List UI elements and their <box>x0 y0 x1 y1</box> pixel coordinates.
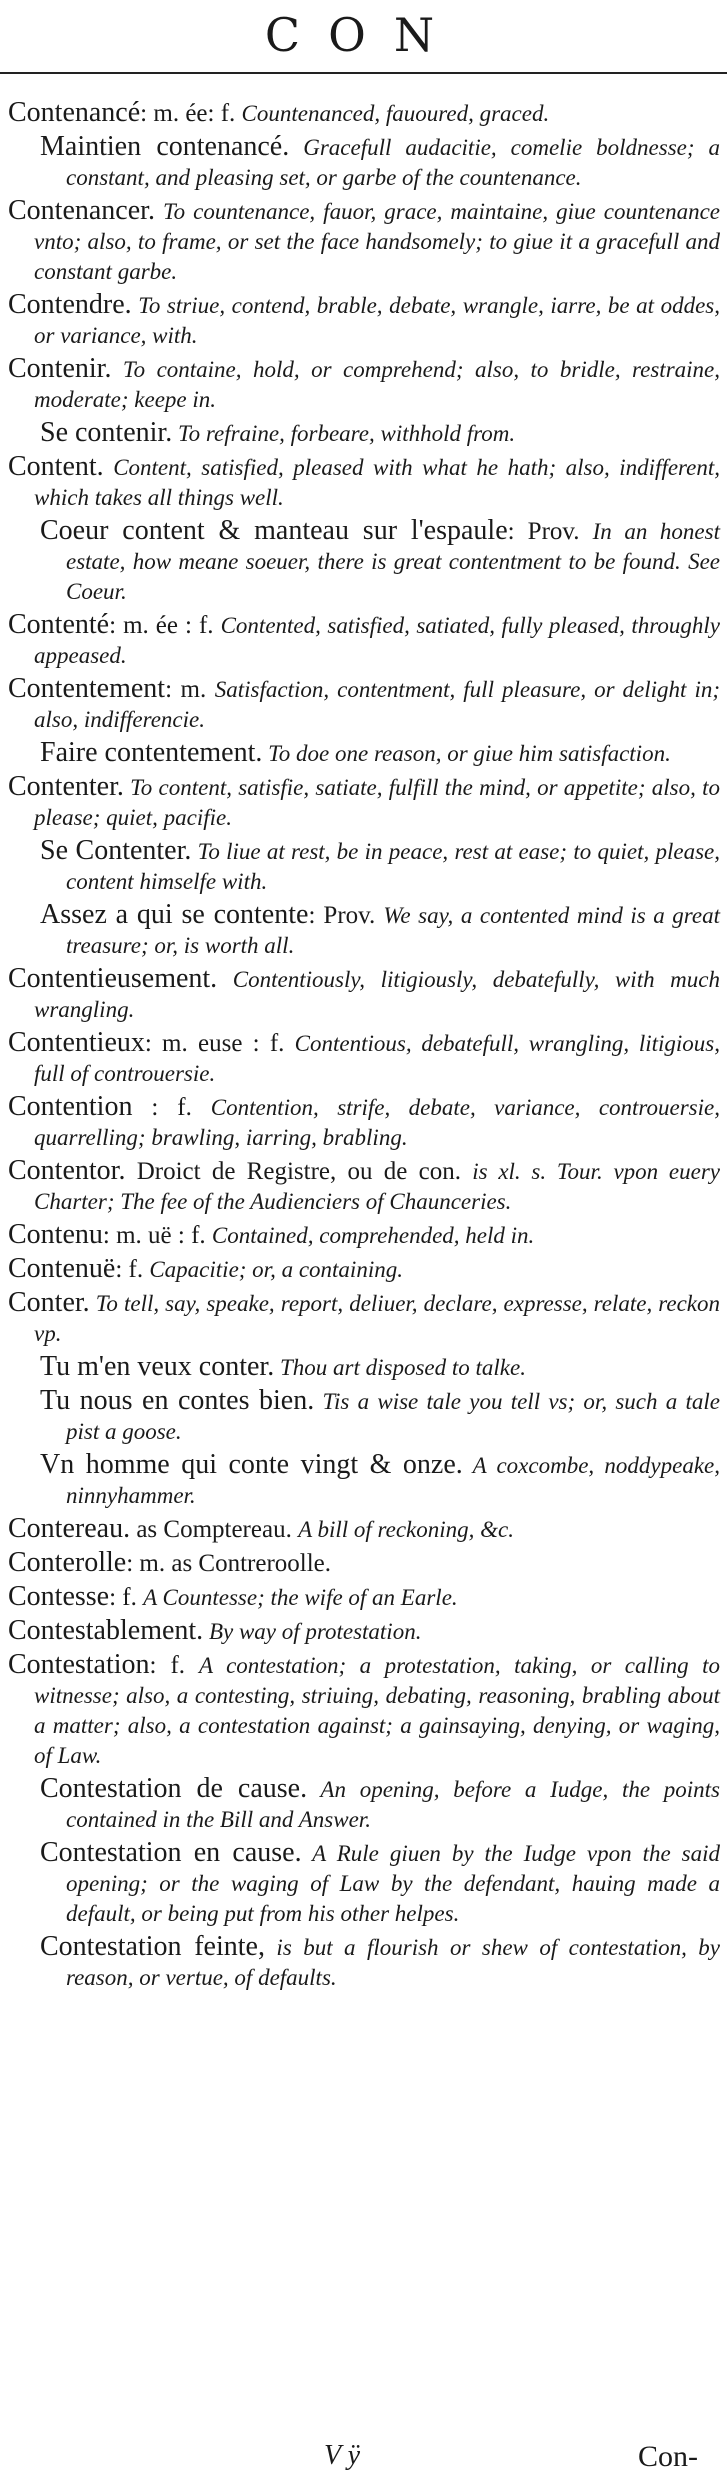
dictionary-entry <box>8 354 720 415</box>
dictionary-entry <box>8 1616 720 1647</box>
headword: Contenu <box>8 1219 103 1250</box>
dictionary-entry <box>40 1774 720 1835</box>
grammar-note: : m. ée : f. <box>109 612 221 639</box>
grammar-note: : m. as Contreroolle. <box>126 1550 332 1577</box>
header-rule <box>0 72 727 74</box>
english-definition: Content, satisfied, pleased with what he hath; also, indifferent, which takes all things well. <box>34 455 720 510</box>
english-definition: Contented, satisfied, satiated, fully pleased, throughly appeased. <box>34 613 720 668</box>
english-definition: Contentious, debatefull, wrangling, litigious, full of controuersie. <box>34 1031 720 1086</box>
headword: Contestablement. <box>8 1615 204 1646</box>
dictionary-entry <box>40 516 720 607</box>
grammar-note: : f. <box>149 1652 199 1679</box>
headword: Vn homme qui conte vingt & onze. <box>40 1449 463 1480</box>
english-definition: Tis a wise tale you tell vs; or, such a tale pist a goose. <box>66 1389 720 1444</box>
headword: Tu nous en contes bien. <box>40 1385 315 1416</box>
grammar-note: : m. uë : f. <box>102 1222 212 1249</box>
dictionary-entry <box>40 1838 720 1929</box>
dictionary-entry <box>40 836 720 897</box>
english-definition: A bill of reckoning, &c. <box>298 1517 514 1542</box>
english-definition: In an honest estate, how meane soeuer, there is great contentment to be found. See Coeur. <box>66 519 720 604</box>
dictionary-entry <box>40 900 720 961</box>
headword: Coeur content & manteau sur l'espaule <box>40 515 508 546</box>
english-definition: Capacitie; or, a containing. <box>149 1257 403 1282</box>
dictionary-entry <box>8 964 720 1025</box>
grammar-note: : Prov. <box>507 518 593 545</box>
dictionary-entry <box>8 1650 720 1771</box>
dictionary-entry <box>40 1450 720 1511</box>
headword: Contereau. <box>8 1513 131 1544</box>
page-header: CON <box>264 8 463 62</box>
grammar-note: : m. <box>165 676 215 703</box>
grammar-note: : m. euse : f. <box>144 1030 295 1057</box>
english-definition: To countenance, fauor, grace, maintaine, giue countenance vnto; also, to frame, or set the face handsomely; to giue it a gracefull and constant garbe. <box>34 199 720 284</box>
english-definition: To containe, hold, or comprehend; also, to bridle, restraine, moderate; keepe in. <box>34 357 720 412</box>
headword: Contenuë <box>8 1253 116 1284</box>
grammar-note: : f. <box>115 1256 150 1283</box>
headword: Se contenir. <box>40 417 173 448</box>
grammar-note: as Comptereau. <box>130 1516 299 1543</box>
dictionary-entry <box>8 196 720 287</box>
grammar-note: Droict de Registre, ou de con. <box>125 1158 473 1185</box>
english-definition: Thou art disposed to talke. <box>274 1355 526 1380</box>
dictionary-entry <box>8 1220 720 1251</box>
dictionary-entry <box>8 98 720 129</box>
dictionary-entry <box>40 132 720 193</box>
english-definition: Contained, comprehended, held in. <box>211 1223 535 1248</box>
dictionary-entry <box>8 290 720 351</box>
headword: Contenter. <box>8 771 124 802</box>
english-definition: Contention, strife, debate, variance, controuersie, quarrelling; brawling, iarring, brabling. <box>34 1095 720 1150</box>
dictionary-entry <box>8 1028 720 1089</box>
dictionary-entry <box>8 1092 720 1153</box>
headword: Se Contenter. <box>40 835 192 866</box>
headword: Contendre. <box>8 289 132 320</box>
headword: Contenté <box>8 609 110 640</box>
english-definition: To content, satisfie, satiate, fulfill the mind, or appetite; also, to please; quiet, pacifie. <box>34 775 720 830</box>
dictionary-entry <box>8 1548 720 1579</box>
dictionary-entry <box>8 1582 720 1613</box>
grammar-note: : f. <box>132 1094 211 1121</box>
headword: Assez a qui se contente <box>40 899 309 930</box>
headword: Contestation feinte, <box>40 1931 265 1962</box>
headword: Contesse <box>8 1581 110 1612</box>
headword: Contention <box>8 1091 133 1122</box>
dictionary-entry <box>40 738 720 769</box>
english-definition: Satisfaction, contentment, full pleasure, or delight in; also, indifferencie. <box>34 677 720 732</box>
english-definition: Countenanced, fauoured, graced. <box>241 101 550 126</box>
dictionary-entry <box>8 772 720 833</box>
english-definition: We say, a contented mind is a great treasure; or, is worth all. <box>66 903 721 958</box>
dictionary-entry <box>8 1514 720 1545</box>
headword: Contenancer. <box>8 195 155 226</box>
english-definition: To tell, say, speake, report, deliuer, declare, expresse, relate, reckon vp. <box>34 1291 720 1346</box>
english-definition: To refraine, forbeare, withhold from. <box>172 421 516 446</box>
english-definition: Contentiously, litigiously, debatefully, with much wrangling. <box>34 967 720 1022</box>
entry-list <box>8 98 720 1996</box>
dictionary-entry <box>8 1254 720 1285</box>
english-definition: Gracefull audacitie, comelie boldnesse; a constant, and pleasing set, or garbe of the countenance. <box>66 135 720 190</box>
headword: Contenancé <box>8 97 141 128</box>
dictionary-entry <box>8 452 720 513</box>
dictionary-entry <box>40 1352 720 1383</box>
headword: Faire contentement. <box>40 737 263 768</box>
english-definition: A coxcombe, noddypeake, ninnyhammer. <box>66 1453 720 1508</box>
english-definition: By way of protestation. <box>203 1619 422 1644</box>
dictionary-entry <box>8 610 720 671</box>
headword: Conter. <box>8 1287 90 1318</box>
english-definition: An opening, before a Iudge, the points contained in the Bill and Answer. <box>66 1777 720 1832</box>
dictionary-entry <box>40 1932 720 1993</box>
english-definition: To striue, contend, brable, debate, wrangle, iarre, be at oddes, or variance, with. <box>34 293 720 348</box>
grammar-note: : m. ée: f. <box>140 100 242 127</box>
headword: Tu m'en veux conter. <box>40 1351 275 1382</box>
english-definition: A Countesse; the wife of an Earle. <box>143 1585 458 1610</box>
english-definition: is but a flourish or shew of contestation, by reason, or vertue, of defaults. <box>66 1935 720 1990</box>
headword: Contestation de cause. <box>40 1773 308 1804</box>
english-definition: To doe one reason, or giue him satisfaction. <box>262 741 671 766</box>
grammar-note: : Prov. <box>308 902 384 929</box>
headword: Contestation en cause. <box>40 1837 302 1868</box>
headword: Contentement <box>8 673 166 704</box>
dictionary-entry <box>8 674 720 735</box>
catchword: Con- <box>638 2440 698 2473</box>
dictionary-entry <box>40 1386 720 1447</box>
signature-mark: V ÿ <box>324 2440 361 2471</box>
headword: Contestation <box>8 1649 150 1680</box>
grammar-note: : f. <box>109 1584 144 1611</box>
dictionary-entry <box>40 418 720 449</box>
headword: Contentor. <box>8 1155 126 1186</box>
headword: Maintien contenancé. <box>40 131 290 162</box>
headword: Contentieux <box>8 1027 145 1058</box>
english-definition: A Rule giuen by the Iudge vpon the said opening; or the waging of Law by the defendant, hauing made a default, or being put from his other helpes. <box>66 1841 720 1926</box>
headword: Contentieusement. <box>8 963 218 994</box>
dictionary-entry <box>8 1288 720 1349</box>
english-definition: A contestation; a protestation, taking, or calling to witnesse; also, a contesting, striuing, debating, reasoning, brabling about a matter; also, a contestation against; a gainsaying, denying, or waging, of Law. <box>34 1653 720 1768</box>
english-definition: is xl. s. Tour. vpon euery Charter; The fee of the Audienciers of Chaunceries. <box>34 1159 721 1214</box>
headword: Contenir. <box>8 353 112 384</box>
english-definition: To liue at rest, be in peace, rest at ease; to quiet, please, content himselfe with. <box>66 839 720 894</box>
headword: Content. <box>8 451 104 482</box>
headword: Conterolle <box>8 1547 127 1578</box>
dictionary-entry <box>8 1156 720 1217</box>
